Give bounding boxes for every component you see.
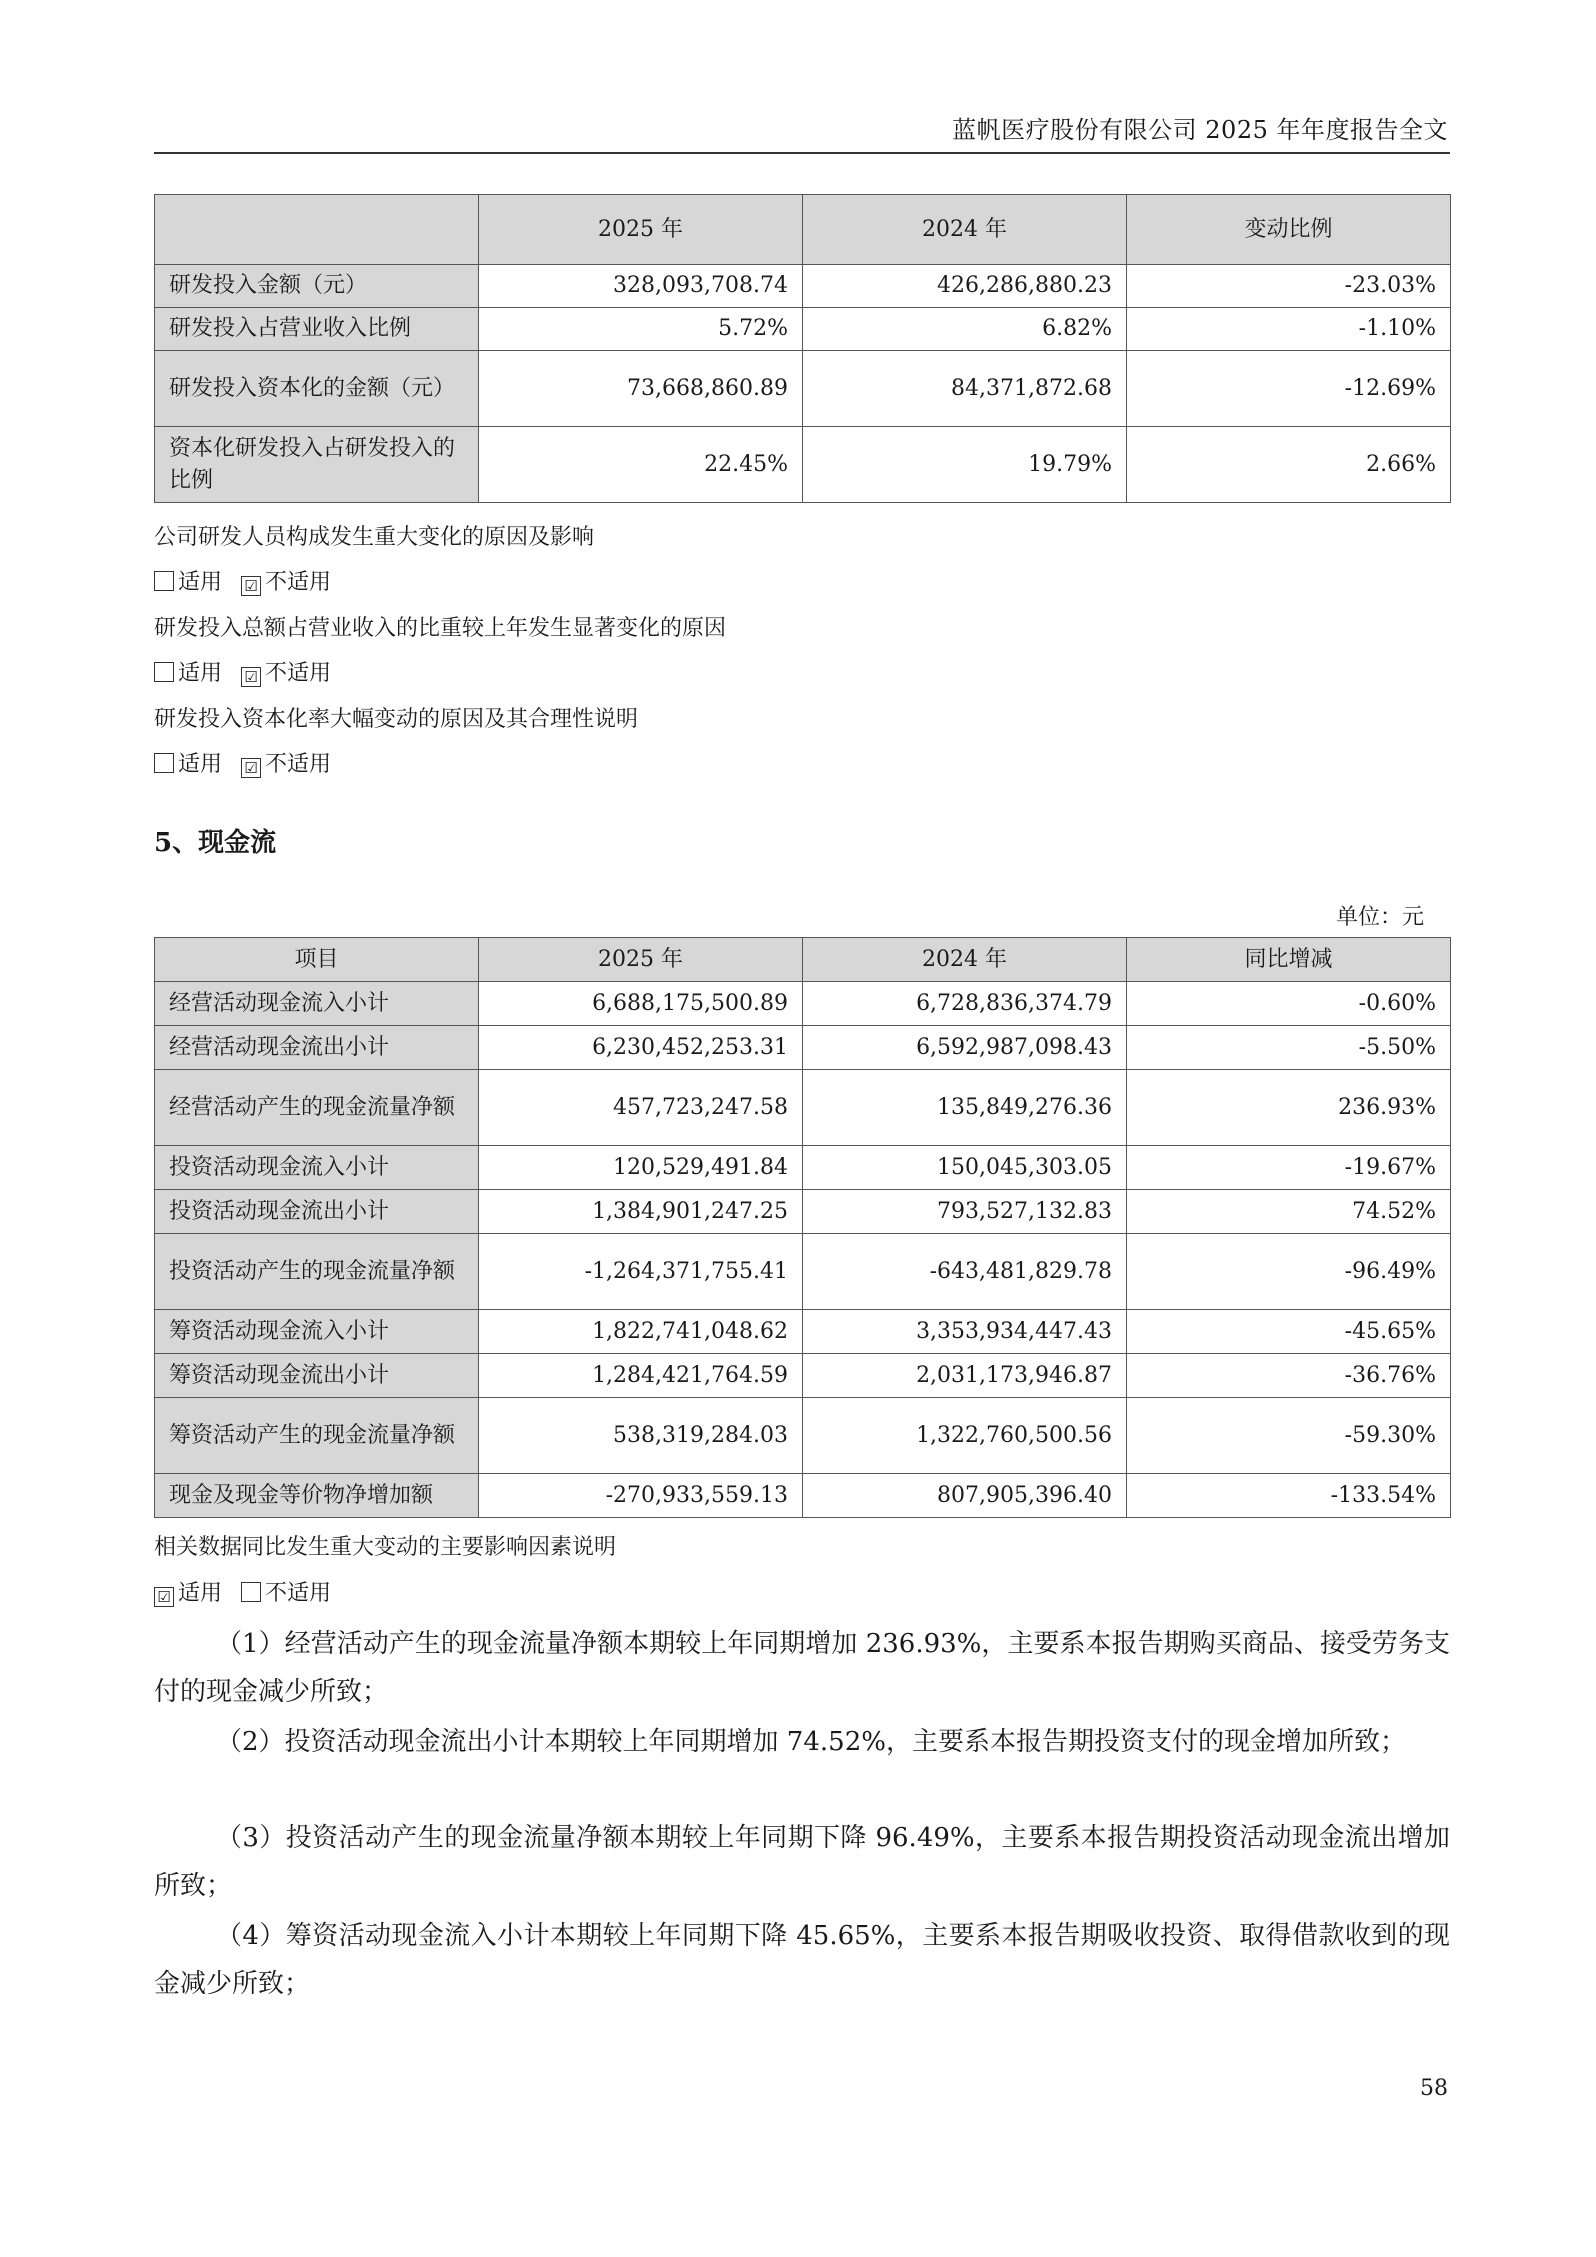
checkbox-applicable[interactable] [154, 571, 174, 591]
explanation-paragraph: （3）投资活动产生的现金流量净额本期较上年同期下降 96.49%，主要系本报告期投资活动现金流出增加所致； [154, 1823, 1450, 1901]
row-label: 投资活动现金流出小计 [155, 1190, 479, 1234]
row-label: 研发投入金额（元） [155, 265, 479, 308]
value-change: -12.69% [1127, 351, 1451, 427]
option-label: 适用 [178, 752, 223, 777]
value-change: -1.10% [1127, 308, 1451, 351]
table-row [155, 308, 1451, 351]
value-change: -19.67% [1127, 1146, 1451, 1190]
table-row [155, 1234, 1451, 1310]
row-label: 筹资活动产生的现金流量净额 [155, 1398, 479, 1474]
value-change: -23.03% [1127, 265, 1451, 308]
cash-col-header-item: 项目 [155, 938, 479, 982]
checkbox-not-applicable[interactable]: ☑ [241, 667, 261, 687]
row-label: 经营活动现金流入小计 [155, 982, 479, 1026]
note-rd-ratio-options [154, 656, 331, 687]
row-label: 筹资活动现金流入小计 [155, 1310, 479, 1354]
value-2025: 1,384,901,247.25 [479, 1190, 803, 1234]
page-number: 58 [1420, 2076, 1448, 2101]
value-change: -59.30% [1127, 1398, 1451, 1474]
row-label: 投资活动产生的现金流量净额 [155, 1234, 479, 1310]
table-row [155, 1398, 1451, 1474]
row-label: 经营活动现金流出小计 [155, 1026, 479, 1070]
value-2024: 807,905,396.40 [803, 1474, 1127, 1518]
table-row [155, 1190, 1451, 1234]
rd-col-header-2024: 2024 年 [803, 195, 1127, 265]
value-2024: 150,045,303.05 [803, 1146, 1127, 1190]
value-2024: 2,031,173,946.87 [803, 1354, 1127, 1398]
option-label: 不适用 [265, 1581, 332, 1606]
rd-col-header-change: 变动比例 [1127, 195, 1451, 265]
checkbox-not-applicable[interactable] [241, 1582, 261, 1602]
value-2024: 6,592,987,098.43 [803, 1026, 1127, 1070]
unit-label: 单位：元 [1335, 905, 1424, 930]
note-rd-capitalization-options [154, 747, 331, 778]
value-2025: 6,230,452,253.31 [479, 1026, 803, 1070]
checkbox-not-applicable[interactable]: ☑ [241, 576, 261, 596]
row-label: 资本化研发投入占研发投入的比例 [155, 427, 479, 503]
cash-col-header-2025: 2025 年 [479, 938, 803, 982]
row-label: 现金及现金等价物净增加额 [155, 1474, 479, 1518]
value-2025: 120,529,491.84 [479, 1146, 803, 1190]
option-label: 适用 [178, 570, 223, 595]
checkbox-applicable[interactable] [154, 662, 174, 682]
value-2025: 73,668,860.89 [479, 351, 803, 427]
value-2024: 84,371,872.68 [803, 351, 1127, 427]
option-label: 适用 [178, 661, 223, 686]
value-2024: 793,527,132.83 [803, 1190, 1127, 1234]
table-row [155, 1146, 1451, 1190]
value-2024: 6,728,836,374.79 [803, 982, 1127, 1026]
table-row [155, 982, 1451, 1026]
value-change: 74.52% [1127, 1190, 1451, 1234]
value-2025: 538,319,284.03 [479, 1398, 803, 1474]
checkbox-applicable[interactable] [154, 753, 174, 773]
table-row [155, 427, 1451, 503]
value-2025: 5.72% [479, 308, 803, 351]
rd-col-header-2025: 2025 年 [479, 195, 803, 265]
value-2025: -1,264,371,755.41 [479, 1234, 803, 1310]
header-divider [154, 152, 1450, 154]
value-change: -0.60% [1127, 982, 1451, 1026]
checkbox-not-applicable[interactable]: ☑ [241, 758, 261, 778]
row-label: 筹资活动现金流出小计 [155, 1354, 479, 1398]
row-label: 研发投入资本化的金额（元） [155, 351, 479, 427]
value-2025: -270,933,559.13 [479, 1474, 803, 1518]
explanation-paragraph: （2）投资活动现金流出小计本期较上年同期增加 74.52%，主要系本报告期投资支付的现金增加所致； [216, 1727, 1406, 1757]
rd-col-header-label [155, 195, 479, 265]
note-rd-capitalization-change: 研发投入资本化率大幅变动的原因及其合理性说明 [154, 707, 639, 732]
option-label: 适用 [178, 1581, 223, 1606]
note-cash-change-factors: 相关数据同比发生重大变动的主要影响因素说明 [154, 1535, 617, 1560]
value-2024: -643,481,829.78 [803, 1234, 1127, 1310]
value-2024: 6.82% [803, 308, 1127, 351]
rd-investment-table [154, 194, 1451, 503]
value-change: 236.93% [1127, 1070, 1451, 1146]
note-rd-staff-change: 公司研发人员构成发生重大变化的原因及影响 [154, 525, 595, 550]
table-row [155, 1026, 1451, 1070]
value-2025: 457,723,247.58 [479, 1070, 803, 1146]
note-rd-ratio-change: 研发投入总额占营业收入的比重较上年发生显著变化的原因 [154, 616, 727, 641]
value-2025: 22.45% [479, 427, 803, 503]
explanation-paragraph: （1）经营活动产生的现金流量净额本期较上年同期增加 236.93%，主要系本报告期购买商品、接受劳务支付的现金减少所致； [154, 1629, 1450, 1707]
row-label: 经营活动产生的现金流量净额 [155, 1070, 479, 1146]
value-2024: 3,353,934,447.43 [803, 1310, 1127, 1354]
value-2025: 328,093,708.74 [479, 265, 803, 308]
value-change: -96.49% [1127, 1234, 1451, 1310]
value-change: -5.50% [1127, 1026, 1451, 1070]
value-change: 2.66% [1127, 427, 1451, 503]
table-row [155, 351, 1451, 427]
cash-col-header-change: 同比增减 [1127, 938, 1451, 982]
table-row [155, 1070, 1451, 1146]
cash-flow-table [154, 937, 1451, 1518]
report-header-title: 蓝帆医疗股份有限公司 2025 年年度报告全文 [952, 116, 1448, 144]
cash-col-header-2024: 2024 年 [803, 938, 1127, 982]
value-2024: 1,322,760,500.56 [803, 1398, 1127, 1474]
option-label: 不适用 [265, 661, 332, 686]
row-label: 投资活动现金流入小计 [155, 1146, 479, 1190]
checkbox-applicable[interactable]: ☑ [154, 1587, 174, 1607]
value-change: -133.54% [1127, 1474, 1451, 1518]
option-label: 不适用 [265, 752, 332, 777]
value-2025: 1,822,741,048.62 [479, 1310, 803, 1354]
value-2025: 6,688,175,500.89 [479, 982, 803, 1026]
table-row [155, 1354, 1451, 1398]
row-label: 研发投入占营业收入比例 [155, 308, 479, 351]
value-2024: 135,849,276.36 [803, 1070, 1127, 1146]
option-label: 不适用 [265, 570, 332, 595]
value-change: -45.65% [1127, 1310, 1451, 1354]
explanation-paragraph: （4）筹资活动现金流入小计本期较上年同期下降 45.65%，主要系本报告期吸收投资、取得借款收到的现金减少所致； [154, 1921, 1450, 1999]
value-2024: 426,286,880.23 [803, 265, 1127, 308]
note-cash-options [154, 1576, 331, 1607]
table-row [155, 1310, 1451, 1354]
table-row [155, 1474, 1451, 1518]
value-2025: 1,284,421,764.59 [479, 1354, 803, 1398]
section-title-cash-flow: 5、现金流 [154, 828, 277, 858]
note-rd-staff-options [154, 565, 331, 596]
value-2024: 19.79% [803, 427, 1127, 503]
value-change: -36.76% [1127, 1354, 1451, 1398]
table-row [155, 265, 1451, 308]
